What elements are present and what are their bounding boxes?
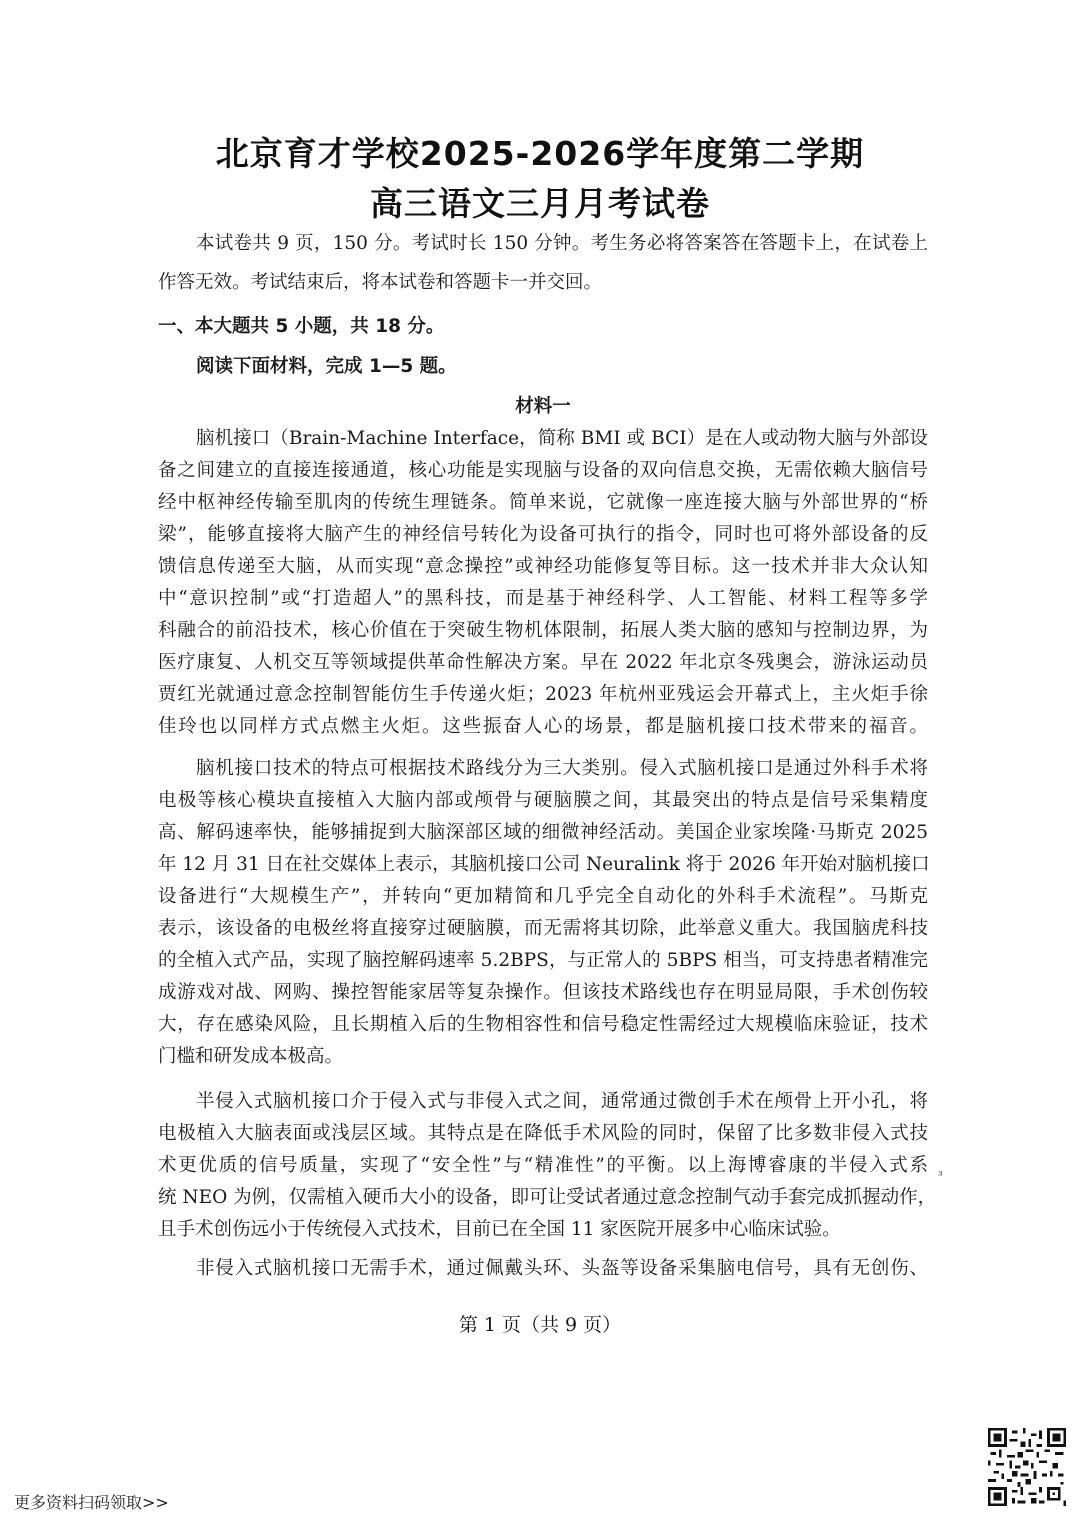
paragraph-line: 门槛和研发成本极高。: [158, 1046, 344, 1067]
paragraph-line: 成游戏对战、网购、操控智能家居等复杂操作。但该技术路线也存在明显局限，手术创伤较: [158, 982, 928, 1003]
paragraph-line: 非侵入式脑机接口无需手术，通过佩戴头环、头盔等设备采集脑电信号，具有无创伤、: [196, 1258, 928, 1279]
page-footer: 第 1 页（共 9 页）: [458, 1314, 622, 1336]
paragraph-line: 中“意识控制”或“打造超人”的黑科技，而是基于神经科学、人工智能、材料工程等多学: [158, 588, 928, 609]
paragraph-line: 馈信息传递至大脑，从而实现“意念操控”或神经功能修复等目标。这一技术并非大众认知: [158, 556, 928, 577]
section-heading: 一、本大题共 5 小题，共 18 分。: [158, 316, 445, 337]
instructions-line: 作答无效。考试结束后，将本试卷和答题卡一并交回。: [158, 272, 603, 293]
paragraph-line: 统 NEO 为例，仅需植入硬币大小的设备，即可让受试者通过意念控制气动手套完成抓握动作，: [158, 1187, 937, 1208]
paragraph-line: 且手术创伤远小于传统侵入式技术，目前已在全国 11 家医院开展多中心临床试验。: [158, 1219, 841, 1240]
paragraph-line: 科融合的前沿技术，核心价值在于突破生物机体限制，拓展人类大脑的感知与控制边界，为: [158, 620, 928, 641]
paragraph-line: 梁”，能够直接将大脑产生的神经信号转化为设备可执行的指令，同时也可将外部设备的反: [158, 524, 928, 545]
promo-text[interactable]: 更多资料扫码领取>>: [14, 1493, 169, 1512]
paragraph-line: 医疗康复、人机交互等领域提供革命性解决方案。早在 2022 年北京冬残奥会，游泳运动员: [158, 652, 928, 673]
qr-code-icon[interactable]: [988, 1428, 1066, 1506]
paragraph-line: 脑机接口技术的特点可根据技术路线分为三大类别。侵入式脑机接口是通过外科手术将: [196, 758, 928, 779]
paragraph-line: 设备进行“大规模生产”，并转向“更加精简和几乎完全自动化的外科手术流程”。马斯克: [158, 886, 928, 907]
reading-prompt: 阅读下面材料，完成 1—5 题。: [196, 356, 457, 377]
paragraph-line: 电极等核心模块直接植入大脑内部或颅骨与硬脑膜之间，其最突出的特点是信号采集精度: [158, 790, 928, 811]
scan-mark: ᵌ: [938, 1168, 943, 1184]
exam-title-line2: 高三语文三月月考试卷: [370, 184, 710, 223]
exam-title-line1: 北京育才学校2025-2026学年度第二学期: [215, 134, 865, 173]
paragraph-line: 术更优质的信号质量，实现了“安全性”与“精准性”的平衡。以上海博睿康的半侵入式系: [158, 1155, 928, 1176]
paragraph-line: 表示，该设备的电极丝将直接穿过硬脑膜，而无需将其切除，此举意义重大。我国脑虎科技: [158, 918, 928, 939]
paragraph-line: 大，存在感染风险，且长期植入后的生物相容性和信号稳定性需经过大规模临床验证，技术: [158, 1014, 928, 1035]
paragraph-line: 贾红光就通过意念控制智能仿生手传递火炬；2023 年杭州亚残运会开幕式上，主火炬手徐: [158, 684, 928, 705]
material-title: 材料一: [515, 396, 571, 417]
paragraph-line: 备之间建立的直接连接通道，核心功能是实现脑与设备的双向信息交换，无需依赖大脑信号: [158, 460, 928, 481]
paragraph-line: 半侵入式脑机接口介于侵入式与非侵入式之间，通常通过微创手术在颅骨上开小孔，将: [196, 1091, 928, 1112]
paragraph-line: 高、解码速率快，能够捕捉到大脑深部区域的细微神经活动。美国企业家埃隆·马斯克 2025: [158, 822, 928, 843]
paragraph-line: 经中枢神经传输至肌肉的传统生理链条。简单来说，它就像一座连接大脑与外部世界的“桥: [158, 492, 928, 513]
paragraph-line: 佳玲也以同样方式点燃主火炬。这些振奋人心的场景，都是脑机接口技术带来的福音。: [158, 716, 928, 737]
instructions-line: 本试卷共 9 页，150 分。考试时长 150 分钟。考生务必将答案答在答题卡上，在试卷上: [196, 233, 928, 254]
paragraph-line: 的全植入式产品，实现了脑控解码速率 5.2BPS，与正常人的 5BPS 相当，可支持患者精准完: [158, 950, 928, 971]
paragraph-line: 年 12 月 31 日在社交媒体上表示，其脑机接口公司 Neuralink 将于 2026 年开始对脑机接口: [158, 854, 930, 875]
paragraph-line: 脑机接口（Brain-Machine Interface，简称 BMI 或 BCI）是在人或动物大脑与外部设: [196, 428, 928, 449]
paragraph-line: 电极植入大脑表面或浅层区域。其特点是在降低手术风险的同时，保留了比多数非侵入式技: [158, 1123, 928, 1144]
